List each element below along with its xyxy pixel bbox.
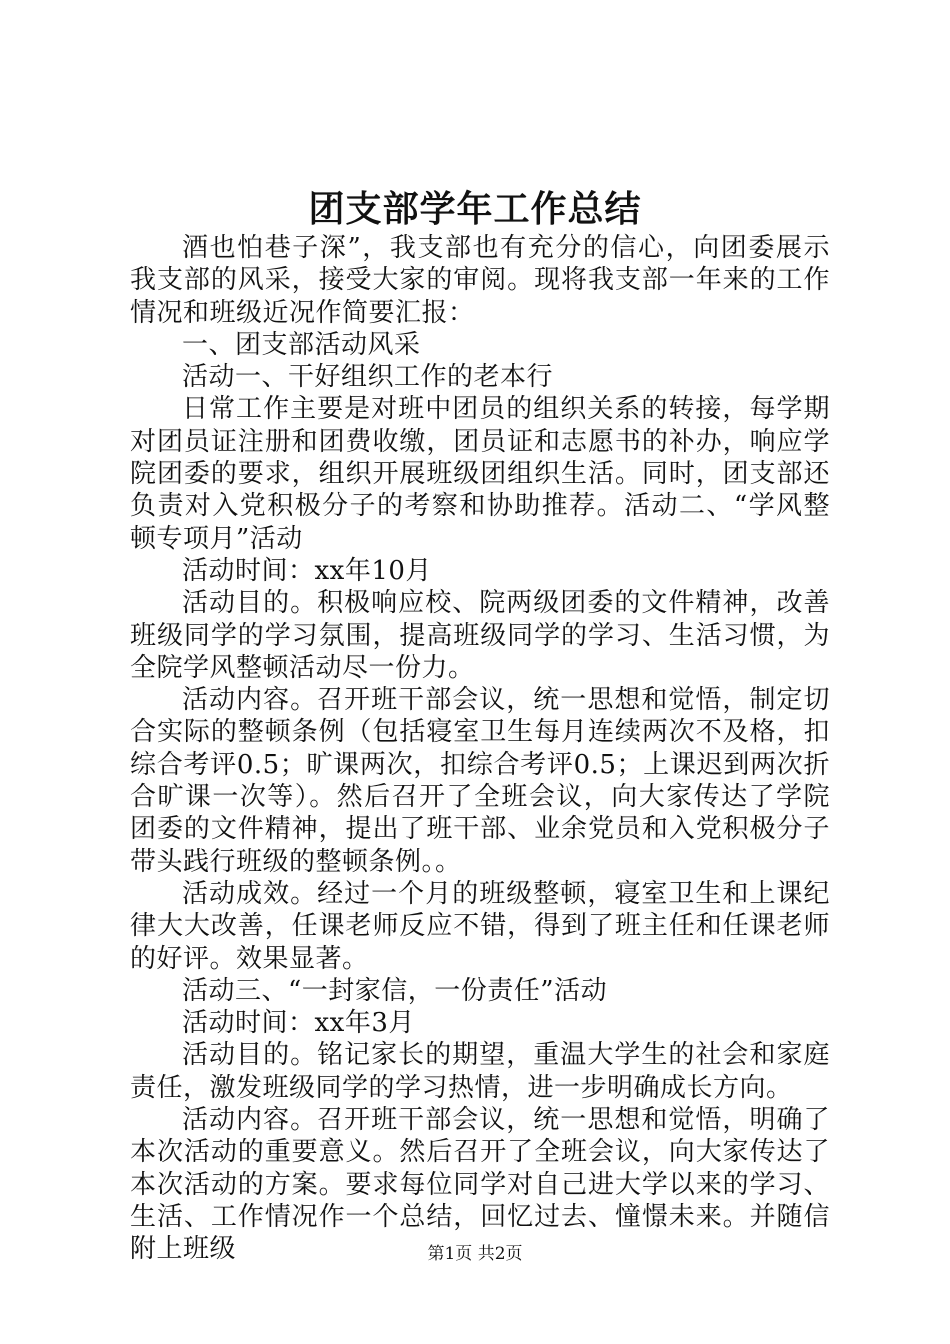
paragraph-activity-1: 日常工作主要是对班中团员的组织关系的转接，每学期对团员证注册和团费收缴，团员证和志愿书的补办，响应学院团委的要求，组织开展班级团组织生活。同时，团支部还负责对入党积极分子的考察和协助推荐。活动二、“学风整顿专项月”活动 (130, 394, 830, 554)
activity-2-time: 活动时间：xx年10月 (182, 555, 432, 586)
activity-2-content: 活动内容。召开班干部会议，统一思想和觉悟，制定切合实际的整顿条例（包括寝室卫生每月连续两次不及格，扣综合考评0.5；旷课两次，扣综合考评0.5；上课迟到两次折合旷课一次等）。然后召开了全班会议，向大家传达了学院团委的文件精神，提出了班干部、业余党员和入党积极分子带头践行班级的整顿条例。。 (130, 685, 830, 877)
activity-2-purpose: 活动目的。积极响应校、院两级团委的文件精神，改善班级同学的学习氛围，提高班级同学的学习、生活习惯，为全院学风整顿活动尽一份力。 (130, 588, 830, 683)
document-body (130, 232, 830, 1266)
activity-3-purpose: 活动目的。铭记家长的期望，重温大学生的社会和家庭责任，激发班级同学的学习热情，进一步明确成长方向。 (130, 1040, 830, 1103)
activity-heading-3: 活动三、“一封家信，一份责任”活动 (182, 975, 608, 1006)
document-title: 团支部学年工作总结 (308, 188, 642, 230)
activity-2-result: 活动成效。经过一个月的班级整顿，寝室卫生和上课纪律大大改善，任课老师反应不错，得到了班主任和任课老师的好评。效果显著。 (130, 878, 830, 974)
page-number-footer: 第1页 共2页 (427, 1244, 523, 1264)
activity-heading-1: 活动一、干好组织工作的老本行 (182, 362, 554, 393)
activity-3-content: 活动内容。召开班干部会议，统一思想和觉悟，明确了本次活动的重要意义。然后召开了全班会议，向大家传达了本次活动的方案。要求每位同学对自己进大学以来的学习、生活、工作情况作一个总结，回忆过去、憧憬未来。并随信附上班级 (130, 1105, 830, 1265)
paragraph-intro: 酒也怕巷子深”，我支部也有充分的信心，向团委展示我支部的风采，接受大家的审阅。现将我支部一年来的工作情况和班级近况作简要汇报： (130, 233, 830, 328)
section-heading-1: 一、团支部活动风采 (182, 329, 421, 360)
activity-3-time: 活动时间：xx年3月 (182, 1008, 415, 1039)
